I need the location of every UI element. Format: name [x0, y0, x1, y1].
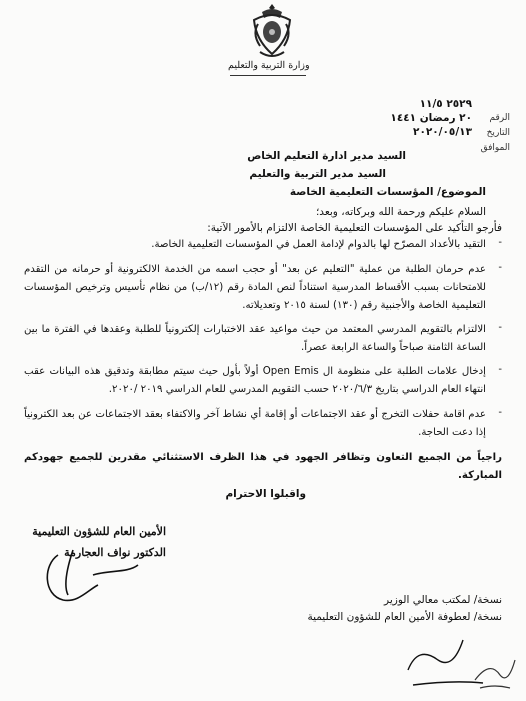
- item-4: إدخال علامات الطلبة على منظومة ال Open Emis أولاً بأول حيث سيتم مطابقة وتدقيق هذه البيانات عقب انتهاء العام الدراسي بتاريخ ٢٠٢٠/٦/٣ حسب التقويم المدرسي للعام الدراسي ٢٠١٩ /٢٠٢٠.: [24, 366, 486, 395]
- item-5: عدم اقامة حفلات التخرج أو عقد الاجتماعات أو إقامة أي نشاط آخر والاكتفاء بعقد الاجتماعات عن بعد الكترونياً إذا دعت الحاجة.: [24, 409, 486, 438]
- signatory-name: الدكتور نواف العجارمة: [64, 546, 166, 559]
- item-1: التقيد بالأعداد المصرّح لها بالدوام لإدامة العمل في المؤسسات التعليمية الخاصة.: [151, 239, 486, 250]
- jordan-coat-of-arms-icon: [250, 2, 294, 60]
- number-value: ٢٥٢٩ ١١/٥: [419, 98, 472, 110]
- addressee-1: السيد مدير ادارة التعليم الخاص: [247, 150, 406, 162]
- regards: واقبلوا الاحترام: [225, 488, 306, 500]
- copy-2: نسخة/ لعطوفة الأمين العام للشؤون التعليمية: [307, 611, 502, 623]
- initials-signature: [470, 650, 520, 695]
- item-2: عدم حرمان الطلبة من عملية "التعليم عن بعد" أو حجب اسمه من الخدمة الالكترونية أو حرمانه من التقدم للامتحانات بسبب الأقساط المدرسية استناداً لنص المادة رقم (١٢/ب) من نظام تأسيس وترخيص المؤسسات التعليمية الخاصة والأجنبية رقم (١٣٠) لسنة ٢٠١٥ وتعديلاته.: [24, 264, 486, 311]
- item-3: الالتزام بالتقويم المدرسي المعتمد من حيث مواعيد عقد الاختبارات إلكترونياً للطلبة وعقدها في الفترة ما بين الساعة الثامنة صباحاً والساعة الرابعة عصراً.: [24, 324, 486, 353]
- subject-line: الموضوع/ المؤسسات التعليمية الخاصة: [289, 186, 486, 198]
- bullet-dash: -: [498, 407, 502, 418]
- date-label: التاريخ: [486, 128, 510, 138]
- intro-line: فأرجو التأكيد على المؤسسات التعليمية الخاصة الالتزام بالأمور الآتية:: [207, 222, 502, 234]
- number-label: الرقم: [489, 113, 510, 123]
- gregorian-date: ٢٠٢٠/٠٥/١٣: [413, 126, 472, 138]
- bullet-dash: -: [498, 262, 502, 273]
- copy-1: نسخة/ لمكتب معالي الوزير: [384, 594, 502, 606]
- addressee-2: السيد مدير التربية والتعليم: [249, 168, 386, 180]
- hijri-date: ٢٠ رمضان ١٤٤١: [390, 112, 472, 124]
- bullet-dash: -: [498, 237, 502, 248]
- corresponding-label: الموافق: [480, 143, 510, 153]
- bullet-dash: -: [498, 364, 502, 375]
- ministry-name: وزارة التربية والتعليم: [228, 60, 310, 71]
- handwritten-signature: [38, 545, 148, 605]
- greeting: السلام عليكم ورحمة الله وبركاته، وبعد؛: [315, 206, 486, 218]
- bullet-dash: -: [498, 322, 502, 333]
- signatory-title: الأمين العام للشؤون التعليمية: [32, 525, 166, 538]
- closing-request: راجياً من الجميع التعاون وتظافر الجهود في هذا الظرف الاستثنائي مقدرين للجميع جهودكم المباركة.: [24, 452, 502, 481]
- ministry-rule: [230, 75, 306, 76]
